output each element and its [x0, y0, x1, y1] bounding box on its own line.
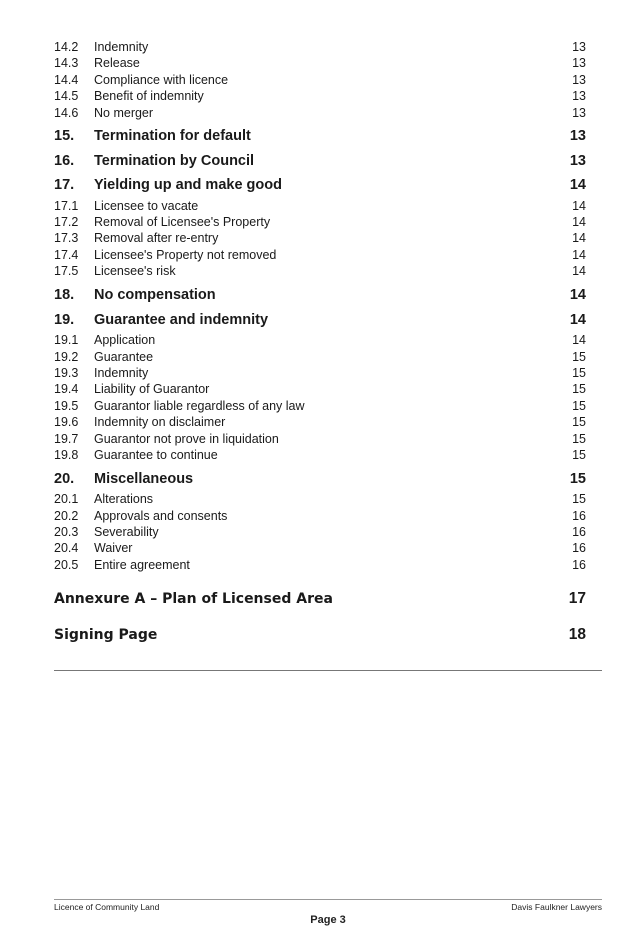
signing-title: Signing Page — [54, 627, 158, 643]
entry-page: 15 — [572, 415, 586, 429]
entry-title: Application — [94, 333, 156, 347]
toc-entry-20-3[interactable] — [54, 524, 586, 540]
heading-title: Yielding up and make good — [94, 177, 282, 193]
entry-title: Guarantee to continue — [94, 448, 218, 462]
annexure-page: 17 — [568, 590, 586, 607]
toc-heading-16[interactable] — [54, 151, 586, 171]
heading-number: 17. — [54, 177, 75, 193]
entry-page: 16 — [572, 509, 586, 523]
heading-number: 15. — [54, 128, 75, 144]
heading-number: 19. — [54, 312, 75, 328]
entry-page: 14 — [572, 231, 586, 245]
entry-title: No merger — [94, 106, 154, 120]
entry-title: Guarantee — [94, 350, 154, 364]
entry-title: Removal after re-entry — [94, 231, 219, 245]
entry-title: Entire agreement — [94, 558, 190, 572]
entry-number: 19.3 — [54, 366, 79, 380]
heading-page: 13 — [569, 153, 586, 169]
entry-page: 14 — [572, 333, 586, 347]
entry-number: 17.2 — [54, 215, 79, 229]
entry-page: 13 — [572, 73, 586, 87]
toc-entry-20-1[interactable] — [54, 491, 586, 507]
entry-page: 13 — [572, 106, 586, 120]
entry-title: Indemnity on disclaimer — [94, 415, 226, 429]
entry-number: 19.5 — [54, 399, 79, 413]
entry-page: 16 — [572, 541, 586, 555]
entry-title: Licensee to vacate — [94, 199, 199, 213]
toc-entry-19-7[interactable] — [54, 431, 586, 447]
toc-heading-15[interactable] — [54, 126, 586, 146]
entry-title: Alterations — [94, 492, 154, 506]
toc-entry-17-1[interactable] — [54, 198, 586, 214]
entry-number: 17.5 — [54, 264, 79, 278]
entry-number: 19.6 — [54, 415, 79, 429]
toc-entry-17-4[interactable] — [54, 247, 586, 263]
entry-page: 14 — [572, 199, 586, 213]
toc-heading-18[interactable] — [54, 285, 586, 305]
entry-title: Liability of Guarantor — [94, 382, 210, 396]
toc-entry-19-6[interactable] — [54, 414, 586, 430]
toc-entry-19-8[interactable] — [54, 447, 586, 463]
toc-heading-19[interactable] — [54, 310, 586, 330]
toc-entry-19-1[interactable] — [54, 332, 586, 348]
entry-title: Indemnity — [94, 40, 149, 54]
entry-page: 13 — [572, 56, 586, 70]
entry-number: 20.3 — [54, 525, 79, 539]
entry-number: 17.1 — [54, 199, 79, 213]
entry-number: 19.1 — [54, 333, 79, 347]
entry-page: 14 — [572, 248, 586, 262]
entry-title: Compliance with licence — [94, 73, 229, 87]
toc-signing-page[interactable] — [54, 624, 586, 646]
signing-page-number: 18 — [568, 626, 586, 643]
entry-title: Release — [94, 56, 140, 70]
heading-number: 18. — [54, 287, 75, 303]
toc-entry-17-3[interactable] — [54, 230, 586, 246]
entry-title: Guarantor not prove in liquidation — [94, 432, 279, 446]
entry-number: 14.2 — [54, 40, 79, 54]
heading-page: 13 — [569, 128, 586, 144]
entry-title: Approvals and consents — [94, 509, 228, 523]
toc-entry-19-5[interactable] — [54, 398, 586, 414]
footer-document-title: Licence of Community Land — [54, 902, 160, 912]
entry-title: Severability — [94, 525, 159, 539]
heading-title: Termination by Council — [94, 153, 255, 169]
toc-entry-20-2[interactable] — [54, 508, 586, 524]
toc-annexure-a[interactable] — [54, 588, 586, 610]
toc-entry-14-3[interactable] — [54, 55, 586, 71]
entry-title: Benefit of indemnity — [94, 89, 204, 103]
toc-entry-19-2[interactable] — [54, 349, 586, 365]
entry-number: 20.4 — [54, 541, 79, 555]
entry-page: 15 — [572, 382, 586, 396]
annexure-title: Annexure A – Plan of Licensed Area — [54, 591, 333, 607]
entry-number: 20.1 — [54, 492, 79, 506]
entry-page: 15 — [572, 492, 586, 506]
entry-page: 13 — [572, 40, 586, 54]
heading-title: Miscellaneous — [94, 471, 194, 487]
entry-title: Removal of Licensee's Property — [94, 215, 271, 229]
toc-entry-20-5[interactable] — [54, 557, 586, 573]
heading-title: Termination for default — [94, 128, 251, 144]
entry-page: 15 — [572, 432, 586, 446]
footer-firm-name: Davis Faulkner Lawyers — [511, 902, 602, 912]
heading-page: 14 — [569, 177, 586, 193]
entry-number: 17.4 — [54, 248, 79, 262]
toc-heading-20[interactable] — [54, 469, 586, 489]
entry-number: 14.6 — [54, 106, 79, 120]
entry-page: 16 — [572, 558, 586, 572]
heading-title: Guarantee and indemnity — [94, 312, 269, 328]
footer-divider — [54, 899, 602, 900]
heading-number: 20. — [54, 471, 75, 487]
toc-entry-17-5[interactable] — [54, 263, 586, 279]
entry-number: 14.3 — [54, 56, 79, 70]
entry-page: 13 — [572, 89, 586, 103]
entry-title: Waiver — [94, 541, 133, 555]
entry-number: 19.2 — [54, 350, 79, 364]
entry-page: 16 — [572, 525, 586, 539]
toc-entry-19-3[interactable] — [54, 365, 586, 381]
entry-number: 20.5 — [54, 558, 79, 572]
toc-entry-14-5[interactable] — [54, 88, 586, 104]
heading-page: 15 — [569, 471, 586, 487]
toc-entry-17-2[interactable] — [54, 214, 586, 230]
entry-number: 14.5 — [54, 89, 79, 103]
toc-heading-17[interactable] — [54, 175, 586, 195]
heading-page: 14 — [569, 312, 586, 328]
entry-number: 19.8 — [54, 448, 79, 462]
heading-page: 14 — [569, 287, 586, 303]
entry-page: 14 — [572, 215, 586, 229]
toc-entry-14-2[interactable] — [54, 39, 586, 55]
entry-page: 15 — [572, 399, 586, 413]
entry-page: 15 — [572, 448, 586, 462]
toc-entry-20-4[interactable] — [54, 540, 586, 556]
toc-entry-19-4[interactable] — [54, 381, 586, 397]
entry-title: Guarantor liable regardless of any law — [94, 399, 305, 413]
toc-end-divider — [54, 670, 602, 671]
entry-title: Licensee's Property not removed — [94, 248, 277, 262]
entry-page: 14 — [572, 264, 586, 278]
entry-page: 15 — [572, 350, 586, 364]
entry-title: Indemnity — [94, 366, 149, 380]
entry-number: 19.4 — [54, 382, 79, 396]
page-number: Page 3 — [310, 914, 346, 926]
entry-title: Licensee's risk — [94, 264, 176, 278]
toc-entry-14-6[interactable] — [54, 105, 586, 121]
entry-page: 15 — [572, 366, 586, 380]
entry-number: 17.3 — [54, 231, 79, 245]
entry-number: 20.2 — [54, 509, 79, 523]
entry-number: 19.7 — [54, 432, 79, 446]
entry-number: 14.4 — [54, 73, 79, 87]
heading-title: No compensation — [94, 287, 216, 303]
toc-entry-14-4[interactable] — [54, 72, 586, 88]
heading-number: 16. — [54, 153, 75, 169]
